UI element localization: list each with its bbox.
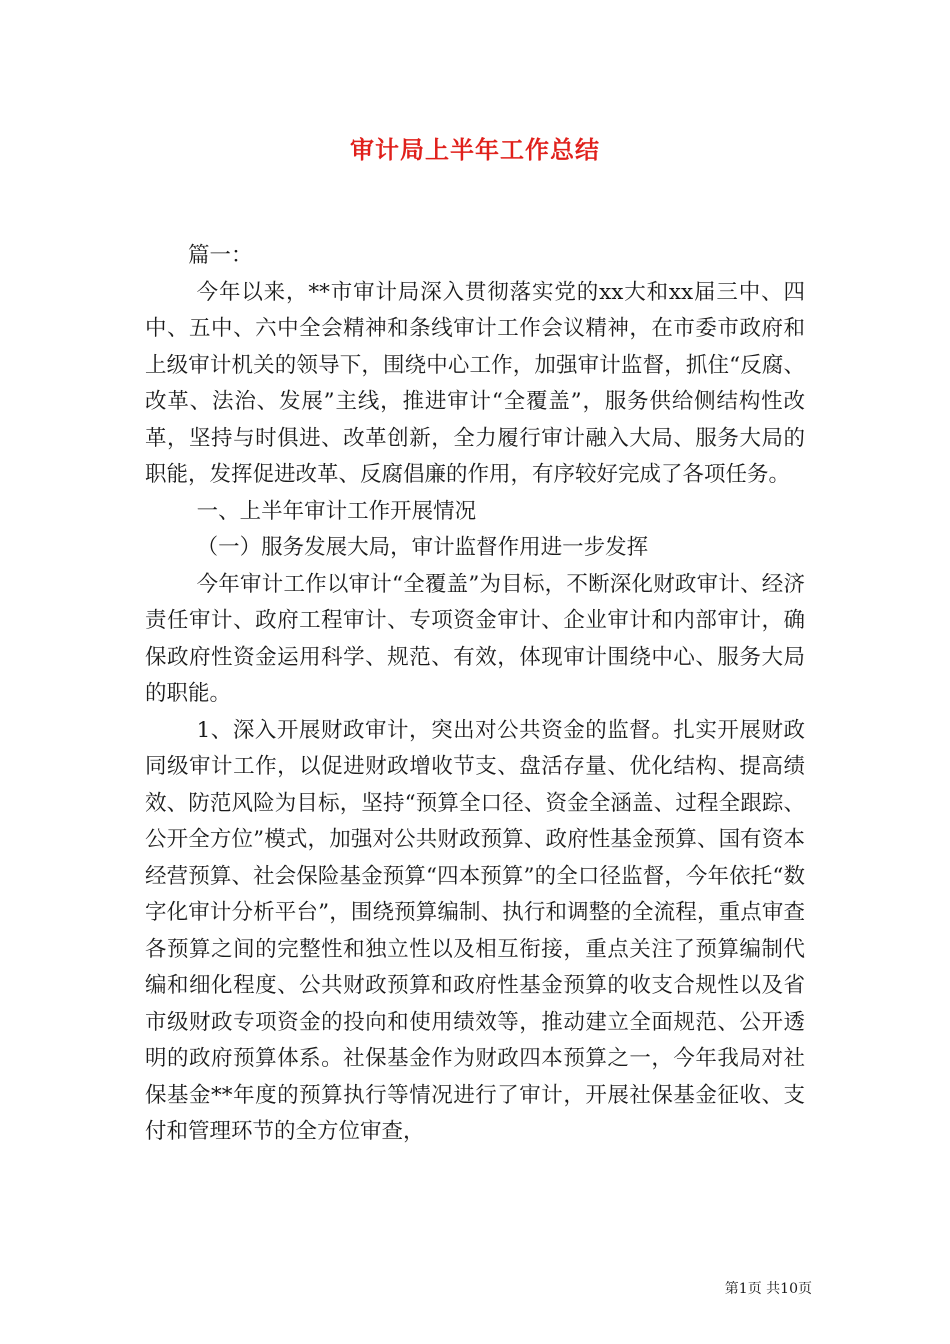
heading-section-one: 一、上半年审计工作开展情况	[196, 498, 477, 524]
page-footer	[725, 1280, 812, 1298]
paragraph-audit-goals: 今年审计工作以审计“全覆盖”为目标，不断深化财政审计、经济责任审计、政府工程审计、专项资金审计、企业审计和内部审计，确保政府性资金运用科学、规范、有效，体现审计围绕中心、服务大局的职能。	[145, 571, 805, 706]
paragraph-fiscal-audit: 1、深入开展财政审计，突出对公共资金的监督。扎实开展财政同级审计工作，以促进财政增收节支、盘活存量、优化结构、提高绩效、防范风险为目标，坚持“预算全口径、资金全涵盖、过程全跟踪、公开全方位”模式，加强对公共财政预算、政府性基金预算、国有资本经营预算、社会保险基金预算“四本预算”的全口径监督，今年依托“数字化审计分析平台”，围绕预算编制、执行和调整的全流程，重点审查各预算之间的完整性和独立性以及相互衔接，重点关注了预算编制代编和细化程度、公共财政预算和政府性基金预算的收支合规性以及省市级财政专项资金的投向和使用绩效等，推动建立全面规范、公开透明的政府预算体系。社保基金作为财政四本预算之一，今年我局对社保基金**年度的预算执行等情况进行了审计，开展社保基金征收、支付和管理环节的全方位审查，	[145, 717, 805, 1144]
heading-subsection-one: （一）服务发展大局，审计监督作用进一步发挥	[196, 535, 649, 560]
footer-current-page: 1	[738, 1281, 748, 1297]
footer-prefix: 第	[724, 1281, 739, 1297]
footer-total-pages: 10	[780, 1281, 798, 1297]
section-label: 篇一：	[188, 243, 253, 268]
footer-suffix: 页	[798, 1281, 812, 1297]
document-body	[145, 238, 805, 1151]
footer-middle: 页 共	[747, 1281, 781, 1297]
document-title: 审计局上半年工作总结	[350, 136, 600, 164]
paragraph-intro: 今年以来，**市审计局深入贯彻落实党的xx大和xx届三中、四中、五中、六中全会精神和条线审计工作会议精神，在市委市政府和上级审计机关的领导下，围绕中心工作，加强审计监督，抓住“反腐、改革、法治、发展”主线，推进审计“全覆盖”，服务供给侧结构性改革，坚持与时俱进、改革创新，全力履行审计融入大局、服务大局的职能，发挥促进改革、反腐倡廉的作用，有序较好完成了各项任务。	[145, 279, 805, 487]
